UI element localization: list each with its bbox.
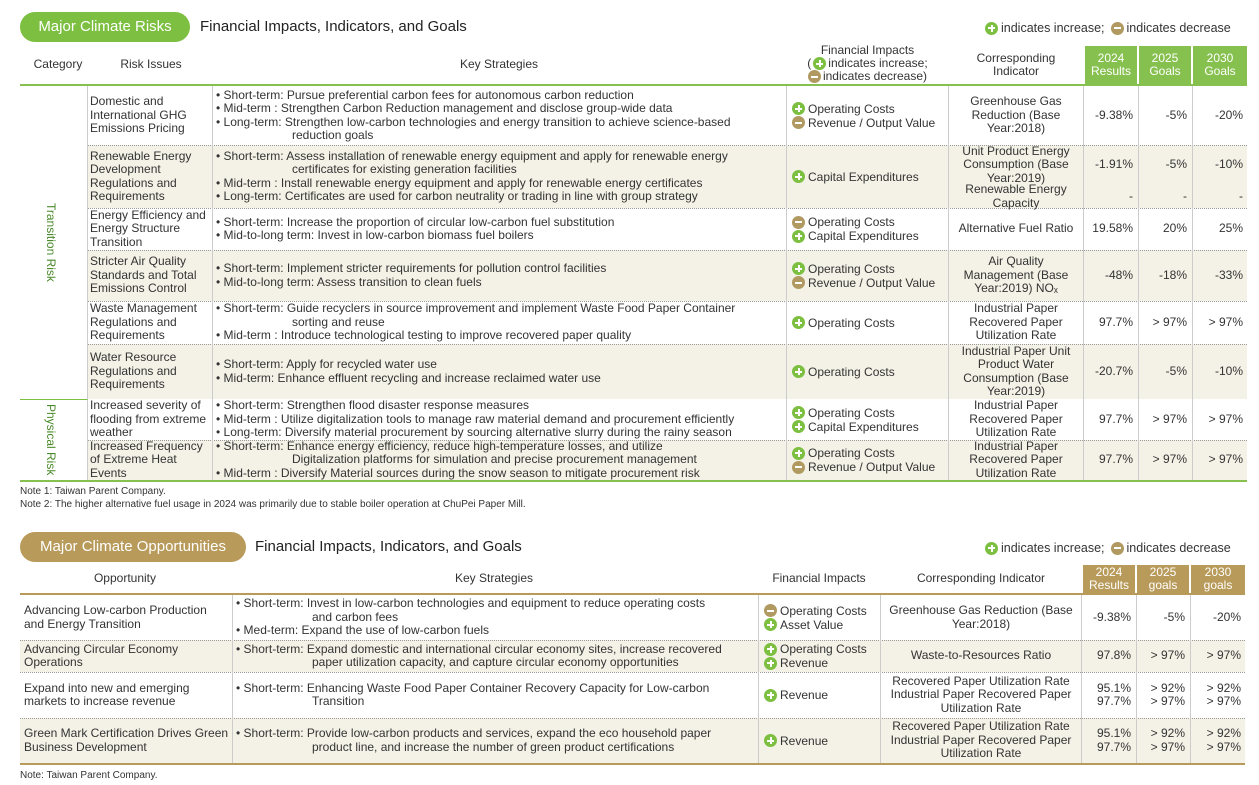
strategy-item xyxy=(216,229,786,243)
risks-pill: Major Climate Risks xyxy=(20,12,190,42)
strategy-line: • Short-term: Implement stricter requirements for pollution control facilities xyxy=(216,261,607,275)
impact-label: Operating Costs xyxy=(808,446,895,460)
strategy-line: • Long-term: Diversify material procurement by sourcing alternative slurry during the rainy season xyxy=(216,425,732,440)
opp-indicator: Recovered Paper Utilization Rate Industrial Paper Recovered Paper Utilization Rate xyxy=(890,719,1072,761)
risk-financial-impacts xyxy=(788,440,948,480)
column-divider xyxy=(1083,86,1084,480)
risk-financial-impacts xyxy=(788,399,948,440)
header-opp-2025: 2025 goals xyxy=(1137,565,1189,593)
row-divider xyxy=(20,718,1245,719)
impact-item xyxy=(764,734,880,748)
value-2024: - xyxy=(1129,188,1133,203)
strategy-line-cont: product line, and increase the number of green product certifications xyxy=(312,739,675,754)
strategy-line: • Mid-term : Utilize digitalization tools to manage raw material demand and procurement efficiently xyxy=(216,411,735,426)
strategy-line: • Short-term: Provide low-carbon products and services, expand the eco household paper xyxy=(236,726,712,740)
impact-label: Operating Costs xyxy=(808,101,895,116)
impact-item xyxy=(764,604,880,618)
plus-icon xyxy=(792,262,805,275)
risks-note-1: Note 1: Taiwan Parent Company. xyxy=(20,486,166,497)
fi-header-dec: indicates decrease) xyxy=(822,69,928,83)
risk-issue: Stricter Air Quality Standards and Total Emissions Control xyxy=(90,254,197,296)
value-2030: 25% xyxy=(1218,221,1243,236)
value-2030: -10% xyxy=(1214,157,1243,172)
plus-icon xyxy=(792,230,805,243)
impact-item xyxy=(792,229,948,243)
impact-label: Capital Expenditures xyxy=(808,419,919,434)
value-2030: -10% xyxy=(1214,363,1243,378)
opp-financial-impacts xyxy=(760,640,880,672)
plus-icon xyxy=(792,102,805,115)
strategy-line: • Long-term: Certificates are used for carbon neutrality or trading in line with group strategy xyxy=(216,189,698,203)
impact-label: Operating Costs xyxy=(780,603,867,618)
category-physical: Physical Risk xyxy=(44,403,58,476)
impact-label: Revenue xyxy=(780,656,829,670)
strategy-item xyxy=(236,597,758,624)
strategy-item xyxy=(236,643,758,670)
risk-indicator: Greenhouse Gas Reduction (Base Year:2018) xyxy=(970,94,1062,136)
impact-item xyxy=(792,170,948,184)
strategy-item xyxy=(216,426,786,440)
minus-icon xyxy=(792,116,805,129)
value-2025: > 92% > 97% xyxy=(1150,726,1185,754)
impact-item xyxy=(792,262,948,276)
risk-strategies xyxy=(216,399,786,440)
impact-item xyxy=(792,406,948,420)
strategy-item xyxy=(236,727,758,754)
impact-label: Operating Costs xyxy=(808,261,895,276)
strategy-line-cont: paper utilization capacity, and capture circular economy opportunities xyxy=(312,655,679,669)
fi-header-inc: indicates increase; xyxy=(828,56,928,70)
impact-label: Capital Expenditures xyxy=(808,169,919,184)
risk-strategies xyxy=(216,250,786,301)
column-divider xyxy=(232,595,233,763)
plus-icon xyxy=(792,406,805,419)
risk-financial-impacts xyxy=(788,301,948,344)
impact-label: Operating Costs xyxy=(808,215,895,229)
impact-item xyxy=(792,365,948,379)
value-2030: > 92% > 97% xyxy=(1206,726,1241,754)
impact-label: Revenue xyxy=(780,688,829,702)
value-2025: - xyxy=(1183,188,1187,203)
strategy-line: • Short-term: Apply for recycled water use xyxy=(216,357,437,371)
header-indicator: Corresponding Indicator xyxy=(976,51,1056,78)
value-2030: > 92% > 97% xyxy=(1206,680,1241,708)
risk-strategies xyxy=(216,440,786,480)
column-divider xyxy=(880,595,881,763)
header-opp-strategies: Key Strategies xyxy=(454,571,534,585)
strategy-line: • Mid-term : Install renewable energy equipment and apply for renewable energy certificates xyxy=(216,175,703,190)
header-opp-2024: 2024 Results xyxy=(1083,565,1135,593)
strategy-item xyxy=(216,440,786,467)
header-category: Category xyxy=(33,57,83,71)
opp-financial-impacts xyxy=(760,595,880,640)
strategy-item xyxy=(216,150,786,177)
risk-strategies xyxy=(216,344,786,399)
risk-indicator: Renewable Energy Capacity xyxy=(965,182,1067,210)
impact-item xyxy=(792,116,948,130)
strategy-line: • Short-term: Increase the proportion of circular low-carbon fuel substitution xyxy=(216,214,615,229)
legend-increase: indicates increase; xyxy=(1001,541,1105,555)
risk-issue: Renewable Energy Development Regulations and Requirements xyxy=(90,148,192,203)
value-2025: -18% xyxy=(1158,267,1187,282)
impact-item xyxy=(764,688,880,702)
column-divider xyxy=(786,86,787,480)
strategy-item xyxy=(216,262,786,276)
column-divider xyxy=(212,86,213,480)
minus-icon xyxy=(808,70,821,83)
value-2025: > 92% > 97% xyxy=(1150,680,1185,708)
header-opp-2030: 2030 goals xyxy=(1191,565,1245,593)
opp-name: Expand into new and emerging markets to increase revenue xyxy=(24,680,190,708)
strategy-item xyxy=(216,216,786,230)
value-2025: > 97% xyxy=(1152,411,1187,426)
strategy-item xyxy=(216,190,786,204)
risk-strategies xyxy=(216,86,786,145)
strategy-item xyxy=(216,467,786,481)
strategy-line-cont: reduction goals xyxy=(292,128,374,142)
plus-icon xyxy=(764,689,777,702)
header-opportunity: Opportunity xyxy=(93,571,157,585)
strategy-item xyxy=(236,682,758,709)
impact-item xyxy=(764,656,880,670)
risk-strategies xyxy=(216,145,786,208)
impact-label: Revenue xyxy=(780,733,829,748)
legend-decrease: indicates decrease xyxy=(1126,541,1231,555)
value-2024: -48% xyxy=(1104,267,1133,282)
fi-header-line3 xyxy=(790,70,945,83)
strategy-item xyxy=(216,177,786,191)
impact-item xyxy=(764,642,880,656)
impact-label: Revenue / Output Value xyxy=(808,115,936,130)
strategy-line-cont: and carbon fees xyxy=(312,609,399,624)
risks-legend xyxy=(985,21,1231,35)
opp-name: Advancing Circular Economy Operations xyxy=(24,641,179,669)
plus-icon xyxy=(985,542,998,555)
opps-note: Note: Taiwan Parent Company. xyxy=(20,770,158,781)
plus-icon xyxy=(792,420,805,433)
strategy-line-cont: sorting and reuse xyxy=(292,314,385,329)
opp-financial-impacts xyxy=(760,718,880,763)
opp-indicator: Greenhouse Gas Reduction (Base Year:2018) xyxy=(889,603,1073,631)
impact-label: Operating Costs xyxy=(808,364,895,379)
value-2025: -5% xyxy=(1165,363,1187,378)
strategy-line-cont: Digitalization platforms for simulation and precise procurement management xyxy=(292,452,697,467)
strategy-item xyxy=(216,116,786,143)
plus-icon xyxy=(764,618,777,631)
minus-icon xyxy=(764,604,777,617)
header-opp-fi: Financial Impacts xyxy=(772,571,866,585)
header-2024-results: 2024 Results xyxy=(1085,46,1137,84)
impact-item xyxy=(792,316,948,330)
plus-icon xyxy=(792,447,805,460)
value-2025: -5% xyxy=(1165,157,1187,172)
risk-indicator: Unit Product Energy Consumption (Base Year:2019) xyxy=(962,143,1070,185)
value-2030: > 97% xyxy=(1208,314,1243,329)
value-2024: 97.8% xyxy=(1096,648,1131,663)
opp-indicator: Recovered Paper Utilization Rate Industrial Paper Recovered Paper Utilization Rate xyxy=(890,673,1072,715)
value-2030: -33% xyxy=(1214,267,1243,282)
column-divider xyxy=(1136,595,1137,763)
row-divider xyxy=(20,672,1245,673)
strategy-line: • Short-term: Enhancing Waste Food Paper Container Recovery Capacity for Low-carbon xyxy=(236,680,710,695)
strategy-item xyxy=(216,329,786,343)
risk-financial-impacts xyxy=(788,344,948,399)
strategy-line: • Mid-term: Enhance effluent recycling and increase reclaimed water use xyxy=(216,370,601,385)
impact-label: Operating Costs xyxy=(808,405,895,420)
risk-issue: Water Resource Regulations and Requirements xyxy=(90,350,177,392)
value-2025: 20% xyxy=(1162,221,1187,236)
impact-item xyxy=(764,618,880,632)
impact-label: Capital Expenditures xyxy=(808,229,919,243)
value-2024: 19.58% xyxy=(1092,221,1133,236)
strategy-line: • Mid-to-long term: Invest in low-carbon biomass fuel boilers xyxy=(216,228,534,242)
opp-strategies xyxy=(236,718,758,763)
category-transition: Transition Risk xyxy=(44,203,58,282)
row-divider xyxy=(88,301,1247,302)
opp-financial-impacts xyxy=(760,672,880,718)
opp-name: Green Mark Certification Drives Green Business Development xyxy=(24,726,229,754)
value-2024: 97.7% xyxy=(1098,411,1133,426)
impact-label: Asset Value xyxy=(780,617,844,632)
opps-pill: Major Climate Opportunities xyxy=(20,532,246,562)
fi-header-line1: Financial Impacts xyxy=(820,43,915,57)
row-divider xyxy=(88,440,1247,441)
plus-icon xyxy=(764,734,777,747)
column-divider xyxy=(948,86,949,480)
strategy-item xyxy=(216,276,786,290)
risk-strategies xyxy=(216,208,786,250)
opp-strategies xyxy=(236,595,758,640)
risk-financial-impacts xyxy=(788,86,948,145)
strategy-line: • Short-term: Guide recyclers in source improvement and implement Waste Food Paper Container xyxy=(216,301,736,316)
header-2030-goals: 2030 Goals xyxy=(1193,46,1247,84)
opps-title: Financial Impacts, Indicators, and Goals xyxy=(255,538,522,555)
value-2024: -9.38% xyxy=(1092,609,1131,624)
value-2024: -1.91% xyxy=(1094,157,1133,172)
value-2025: > 97% xyxy=(1152,314,1187,329)
strategy-item xyxy=(216,302,786,329)
minus-icon xyxy=(792,216,805,229)
strategy-line: • Mid-term : Diversify Material sources during the snow season to mitigate procurement risk xyxy=(216,465,700,480)
value-2030: -20% xyxy=(1212,609,1241,624)
impact-label: Operating Costs xyxy=(808,315,895,330)
strategy-line: • Short-term: Pursue preferential carbon fees for autonomous carbon reduction xyxy=(216,87,634,102)
strategy-item xyxy=(216,372,786,386)
risk-indicator: Air Quality Management (Base Year:2019) NOₓ xyxy=(963,254,1069,296)
strategy-line: • Mid-term : Strengthen Carbon Reduction management and disclose group-wide data xyxy=(216,101,673,115)
value-2030: - xyxy=(1239,188,1243,203)
minus-icon xyxy=(1111,22,1124,35)
value-2030: > 97% xyxy=(1208,452,1243,467)
plus-icon xyxy=(764,657,777,670)
header-financial-impacts xyxy=(790,44,945,83)
risk-financial-impacts xyxy=(788,208,948,250)
row-divider xyxy=(88,250,1247,251)
value-2030: > 97% xyxy=(1206,648,1241,663)
opp-strategies xyxy=(236,672,758,718)
column-divider xyxy=(1138,86,1139,480)
risk-financial-impacts xyxy=(788,250,948,301)
column-divider xyxy=(1190,595,1191,763)
value-2024: 97.7% xyxy=(1098,314,1133,329)
strategy-item xyxy=(216,413,786,427)
minus-icon xyxy=(792,276,805,289)
strategy-line: • Med-term: Expand the use of low-carbon fuels xyxy=(236,623,489,638)
opp-indicator: Waste-to-Resources Ratio xyxy=(910,648,1052,663)
strategy-line: • Long-term: Strengthen low-carbon technologies and energy transition to achieve science-based xyxy=(216,114,731,129)
value-2025: > 97% xyxy=(1152,452,1187,467)
impact-label: Revenue / Output Value xyxy=(808,275,936,290)
legend-increase: indicates increase; xyxy=(1001,21,1105,35)
value-2024: 95.1% 97.7% xyxy=(1096,680,1131,708)
value-2024: 95.1% 97.7% xyxy=(1096,726,1131,754)
strategy-line: • Mid-term : Introduce technological testing to improve recovered paper quality xyxy=(216,328,632,343)
risks-note-2: Note 2: The higher alternative fuel usage in 2024 was primarily due to stable boiler operation at ChuPei Paper Mill. xyxy=(20,499,526,510)
impact-item xyxy=(792,446,948,460)
risk-issue: Increased Frequency of Extreme Heat Events xyxy=(90,438,203,480)
legend-decrease: indicates decrease xyxy=(1126,21,1231,35)
plus-icon xyxy=(792,365,805,378)
risk-issue: Energy Efficiency and Energy Structure Transition xyxy=(90,207,206,249)
strategy-line: • Short-term: Assess installation of renewable energy equipment and apply for renewable energy xyxy=(216,148,728,163)
minus-icon xyxy=(792,461,805,474)
strategy-line-cont: Transition xyxy=(312,694,365,708)
fi-header-paren: ( xyxy=(807,56,812,70)
impact-item xyxy=(792,420,948,434)
strategy-line: • Short-term: Invest in low-carbon technologies and equipment to reduce operating costs xyxy=(236,596,706,611)
value-2024: -9.38% xyxy=(1094,107,1133,122)
column-divider xyxy=(1081,595,1082,763)
row-divider xyxy=(88,145,1247,146)
strategy-line: • Short-term: Expand domestic and international circular economy sites, increase recovered xyxy=(236,641,722,656)
risks-title: Financial Impacts, Indicators, and Goals xyxy=(200,18,467,35)
impact-item xyxy=(792,460,948,474)
opps-legend xyxy=(985,541,1231,555)
plus-icon xyxy=(792,316,805,329)
row-divider xyxy=(88,344,1247,345)
strategy-item xyxy=(216,102,786,116)
column-divider xyxy=(1192,86,1193,480)
strategy-item xyxy=(216,358,786,372)
value-2024: 97.7% xyxy=(1098,452,1133,467)
risk-indicator: Industrial Paper Recovered Paper Utilization Rate xyxy=(969,438,1063,480)
header-opp-indicator: Corresponding Indicator xyxy=(916,571,1046,585)
column-divider xyxy=(758,595,759,763)
strategy-line: • Mid-to-long term: Assess transition to clean fuels xyxy=(216,274,482,289)
row-divider xyxy=(88,208,1247,209)
header-risk-issues: Risk Issues xyxy=(120,57,182,71)
risk-indicator: Industrial Paper Recovered Paper Utilization Rate xyxy=(969,398,1063,440)
opp-name: Advancing Low-carbon Production and Energy Transition xyxy=(24,603,207,631)
row-divider xyxy=(20,640,1245,641)
minus-icon xyxy=(1111,542,1124,555)
value-2030: > 97% xyxy=(1208,411,1243,426)
impact-label: Revenue / Output Value xyxy=(808,460,936,474)
header-key-strategies: Key Strategies xyxy=(459,57,539,71)
impact-item xyxy=(792,215,948,229)
risk-issue: Domestic and International GHG Emissions Pricing xyxy=(90,94,187,136)
impact-label: Operating Costs xyxy=(780,642,867,656)
strategy-item xyxy=(216,399,786,413)
risk-indicator: Alternative Fuel Ratio xyxy=(958,221,1074,236)
strategy-line: • Short-term: Strengthen flood disaster response measures xyxy=(216,398,530,413)
opp-strategies xyxy=(236,640,758,672)
risks-bottom-rule xyxy=(20,480,1247,482)
impact-item xyxy=(792,102,948,116)
plus-icon xyxy=(985,22,998,35)
plus-icon xyxy=(792,170,805,183)
risk-issue: Waste Management Regulations and Requirements xyxy=(90,301,197,343)
strategy-item xyxy=(216,89,786,103)
plus-icon xyxy=(764,643,777,656)
risk-indicator: Industrial Paper Unit Product Water Consumption (Base Year:2019) xyxy=(961,343,1071,398)
risk-indicator: Industrial Paper Recovered Paper Utilization Rate xyxy=(969,301,1063,343)
strategy-line: • Short-term: Enhance energy efficiency, reduce high-temperature losses, and utilize xyxy=(216,438,663,453)
impact-item xyxy=(792,276,948,290)
strategy-line-cont: certificates for existing generation facilities xyxy=(292,162,517,176)
value-2024: -20.7% xyxy=(1094,363,1133,378)
risk-financial-impacts xyxy=(788,145,948,208)
risk-strategies xyxy=(216,301,786,344)
header-2025-goals: 2025 Goals xyxy=(1139,46,1191,84)
opps-bottom-rule xyxy=(20,763,1245,765)
value-2030: -20% xyxy=(1214,107,1243,122)
value-2025: -5% xyxy=(1163,609,1185,624)
value-2025: -5% xyxy=(1165,107,1187,122)
strategy-item xyxy=(236,624,758,638)
value-2025: > 97% xyxy=(1150,648,1185,663)
risk-issue: Increased severity of flooding from extreme weather xyxy=(90,398,207,440)
